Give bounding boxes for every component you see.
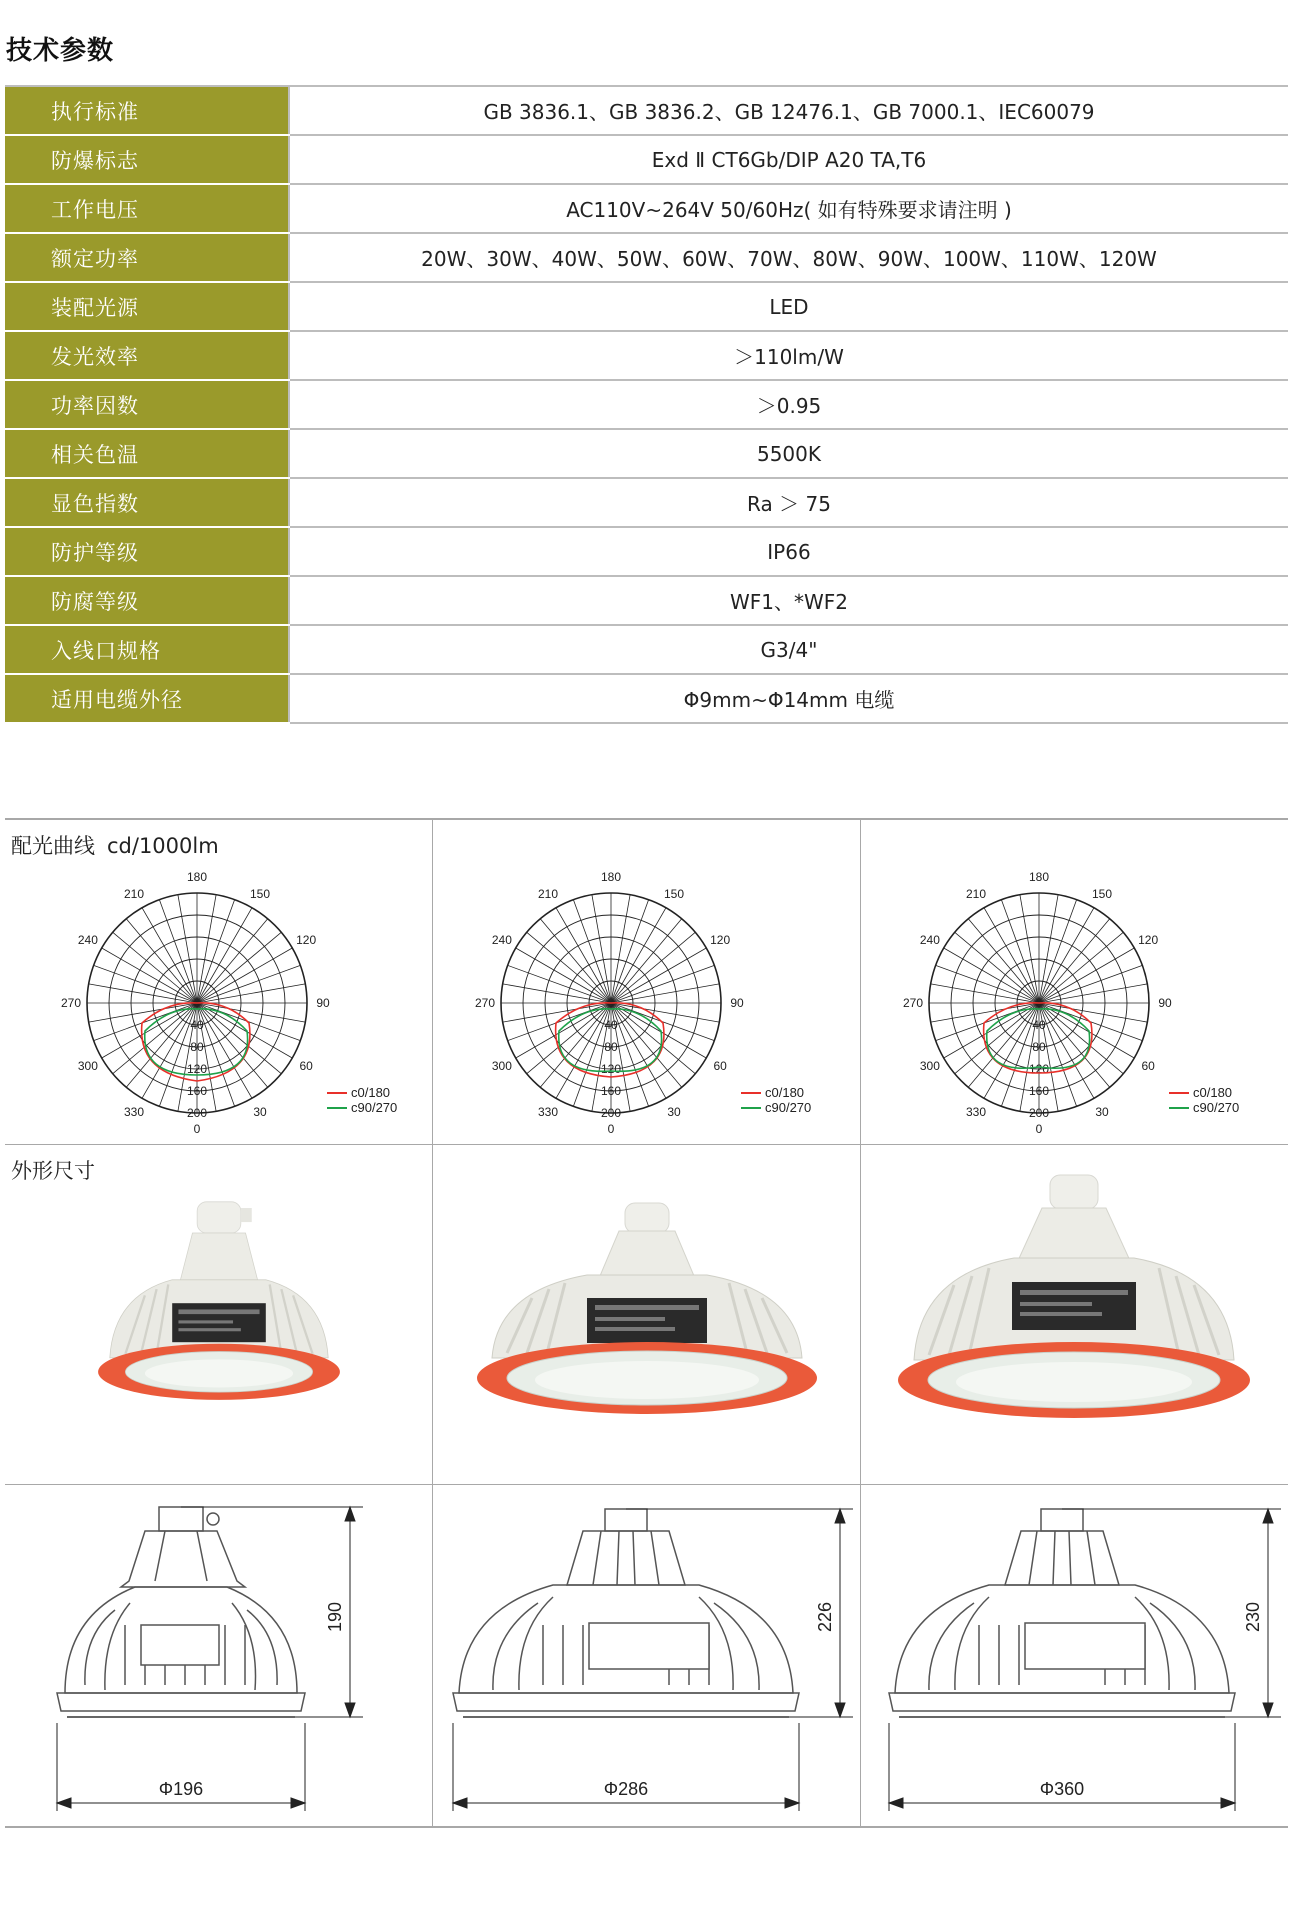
spec-label: 工作电压 bbox=[5, 184, 289, 233]
spec-label: 适用电缆外径 bbox=[5, 674, 289, 723]
legend-label-c90-270: c90/270 bbox=[765, 1100, 812, 1115]
polar-angle-label: 120 bbox=[1138, 933, 1159, 947]
polar-angle-label: 60 bbox=[713, 1059, 727, 1073]
spec-value: IP66 bbox=[289, 527, 1288, 576]
spec-value: Ra ＞ 75 bbox=[289, 478, 1288, 527]
polar-angle-label: 300 bbox=[919, 1059, 940, 1073]
polar-radial-label: 120 bbox=[600, 1062, 622, 1076]
dimension-diameter-label: Φ360 bbox=[1039, 1779, 1085, 1799]
legend-label-c0-180: c0/180 bbox=[1193, 1085, 1233, 1100]
polar-angle-label: 90 bbox=[730, 996, 744, 1010]
dimension-cell-3 bbox=[861, 1485, 1288, 1826]
polar-angle-label: 30 bbox=[253, 1105, 267, 1120]
polar-angle-label: 150 bbox=[249, 886, 271, 901]
photo-cell-2 bbox=[433, 1145, 861, 1485]
dimension-drawing-3 bbox=[861, 1485, 1288, 1826]
spec-label: 显色指数 bbox=[5, 478, 289, 527]
polar-radial-label: 0 bbox=[607, 996, 615, 1010]
polar-radial-label: 80 bbox=[1032, 1040, 1046, 1054]
spec-label: 装配光源 bbox=[5, 282, 289, 331]
spec-label: 发光效率 bbox=[5, 331, 289, 380]
dimension-diameter-label: Φ286 bbox=[603, 1779, 649, 1799]
light-curve-unit: cd/1000lm bbox=[107, 834, 219, 858]
dimension-drawing-1 bbox=[5, 1485, 433, 1826]
spec-row bbox=[5, 576, 1288, 625]
spec-row bbox=[5, 674, 1288, 723]
polar-radial-label: 120 bbox=[186, 1062, 208, 1076]
spec-row bbox=[5, 625, 1288, 674]
dimension-height-label: 226 bbox=[815, 1601, 835, 1633]
polar-angle-label: 90 bbox=[316, 996, 330, 1010]
spec-label: 相关色温 bbox=[5, 429, 289, 478]
polar-angle-label: 330 bbox=[123, 1105, 145, 1120]
spec-label: 执行标准 bbox=[5, 86, 289, 135]
spec-row bbox=[5, 86, 1288, 135]
lamp-photo-small bbox=[5, 1145, 433, 1485]
polar-angle-label: 240 bbox=[491, 933, 512, 947]
polar-radial-label: 40 bbox=[190, 1018, 204, 1032]
spec-value: WF1、*WF2 bbox=[289, 576, 1288, 625]
spec-value: 20W、30W、40W、50W、60W、70W、80W、90W、100W、110W、120W bbox=[289, 233, 1288, 282]
polar-angle-label: 300 bbox=[77, 1059, 98, 1073]
spec-value: ＞110lm/W bbox=[289, 331, 1288, 380]
page-title: 技术参数 bbox=[6, 36, 115, 66]
polar-angle-label: 0 bbox=[607, 1122, 615, 1136]
dimension-cell-1 bbox=[5, 1485, 433, 1826]
polar-angle-label: 270 bbox=[474, 996, 496, 1010]
spec-row bbox=[5, 233, 1288, 282]
polar-radial-label: 160 bbox=[1028, 1084, 1050, 1098]
polar-angle-label: 180 bbox=[1028, 870, 1050, 884]
polar-radial-label: 0 bbox=[1035, 996, 1043, 1010]
legend-label-c0-180: c0/180 bbox=[351, 1085, 391, 1100]
lamp-photo-medium bbox=[433, 1145, 861, 1485]
lamp-photo-large bbox=[861, 1145, 1288, 1485]
polar-angle-label: 330 bbox=[965, 1105, 987, 1120]
polar-radial-label: 80 bbox=[604, 1040, 618, 1054]
legend-label-c90-270: c90/270 bbox=[1193, 1100, 1240, 1115]
polar-cell-2 bbox=[433, 820, 861, 1145]
polar-angle-label: 240 bbox=[919, 933, 940, 947]
polar-radial-label: 80 bbox=[190, 1040, 204, 1054]
polar-radial-label: 200 bbox=[186, 1106, 208, 1120]
polar-cell-1 bbox=[5, 820, 433, 1145]
spec-label: 防腐等级 bbox=[5, 576, 289, 625]
dimension-drawing-2 bbox=[433, 1485, 861, 1826]
polar-angle-label: 60 bbox=[1141, 1059, 1155, 1073]
product-grid bbox=[5, 818, 1288, 1828]
polar-cell-3 bbox=[861, 820, 1288, 1145]
legend-label-c90-270: c90/270 bbox=[351, 1100, 398, 1115]
dimension-height-label: 230 bbox=[1243, 1601, 1263, 1633]
spec-label: 功率因数 bbox=[5, 380, 289, 429]
dimension-cell-2 bbox=[433, 1485, 861, 1826]
polar-radial-label: 40 bbox=[1032, 1018, 1046, 1032]
polar-radial-label: 160 bbox=[600, 1084, 622, 1098]
polar-angle-label: 210 bbox=[965, 886, 987, 901]
light-curve-title-text: 配光曲线 bbox=[11, 834, 95, 858]
spec-row bbox=[5, 478, 1288, 527]
polar-angle-label: 90 bbox=[1158, 996, 1172, 1010]
spec-row bbox=[5, 135, 1288, 184]
spec-value: Φ9mm~Φ14mm 电缆 bbox=[289, 674, 1288, 723]
polar-chart bbox=[433, 820, 861, 1145]
polar-angle-label: 240 bbox=[77, 933, 98, 947]
spec-value: LED bbox=[289, 282, 1288, 331]
dimension-height-label: 190 bbox=[325, 1601, 345, 1633]
polar-angle-label: 330 bbox=[537, 1105, 559, 1120]
polar-angle-label: 150 bbox=[663, 886, 685, 901]
polar-angle-label: 30 bbox=[667, 1105, 681, 1120]
polar-radial-label: 200 bbox=[600, 1106, 622, 1120]
polar-angle-label: 60 bbox=[299, 1059, 313, 1073]
spec-row bbox=[5, 527, 1288, 576]
polar-angle-label: 270 bbox=[60, 996, 82, 1010]
dimension-diameter-label: Φ196 bbox=[158, 1779, 204, 1799]
spec-label: 防爆标志 bbox=[5, 135, 289, 184]
polar-angle-label: 210 bbox=[123, 886, 145, 901]
polar-radial-label: 200 bbox=[1028, 1106, 1050, 1120]
polar-angle-label: 210 bbox=[537, 886, 559, 901]
polar-radial-label: 40 bbox=[604, 1018, 618, 1032]
legend-label-c0-180: c0/180 bbox=[765, 1085, 805, 1100]
spec-label: 入线口规格 bbox=[5, 625, 289, 674]
photo-cell-1 bbox=[5, 1145, 433, 1485]
polar-angle-label: 30 bbox=[1095, 1105, 1109, 1120]
polar-angle-label: 180 bbox=[600, 870, 622, 884]
polar-angle-label: 0 bbox=[1035, 1122, 1043, 1136]
spec-label: 额定功率 bbox=[5, 233, 289, 282]
polar-angle-label: 120 bbox=[710, 933, 731, 947]
spec-row bbox=[5, 282, 1288, 331]
polar-angle-label: 150 bbox=[1091, 886, 1113, 901]
spec-label: 防护等级 bbox=[5, 527, 289, 576]
spec-row bbox=[5, 331, 1288, 380]
polar-chart bbox=[861, 820, 1288, 1145]
spec-row bbox=[5, 380, 1288, 429]
polar-angle-label: 270 bbox=[902, 996, 924, 1010]
polar-chart bbox=[5, 820, 433, 1145]
spec-value: Exd Ⅱ CT6Gb/DIP A20 TA,T6 bbox=[289, 135, 1288, 184]
photo-cell-3 bbox=[861, 1145, 1288, 1485]
spec-row bbox=[5, 429, 1288, 478]
spec-value: 5500K bbox=[289, 429, 1288, 478]
polar-angle-label: 120 bbox=[296, 933, 317, 947]
polar-angle-label: 0 bbox=[193, 1122, 201, 1136]
spec-table bbox=[5, 85, 1288, 724]
polar-radial-label: 160 bbox=[186, 1084, 208, 1098]
spec-value: GB 3836.1、GB 3836.2、GB 12476.1、GB 7000.1、IEC60079 bbox=[289, 86, 1288, 135]
shape-title: 外形尺寸 bbox=[11, 1159, 95, 1183]
polar-angle-label: 300 bbox=[491, 1059, 512, 1073]
spec-row bbox=[5, 184, 1288, 233]
spec-value: G3/4" bbox=[289, 625, 1288, 674]
spec-value: ＞0.95 bbox=[289, 380, 1288, 429]
polar-radial-label: 120 bbox=[1028, 1062, 1050, 1076]
polar-radial-label: 0 bbox=[193, 996, 201, 1010]
spec-value: AC110V~264V 50/60Hz( 如有特殊要求请注明 ) bbox=[289, 184, 1288, 233]
polar-angle-label: 180 bbox=[186, 870, 208, 884]
